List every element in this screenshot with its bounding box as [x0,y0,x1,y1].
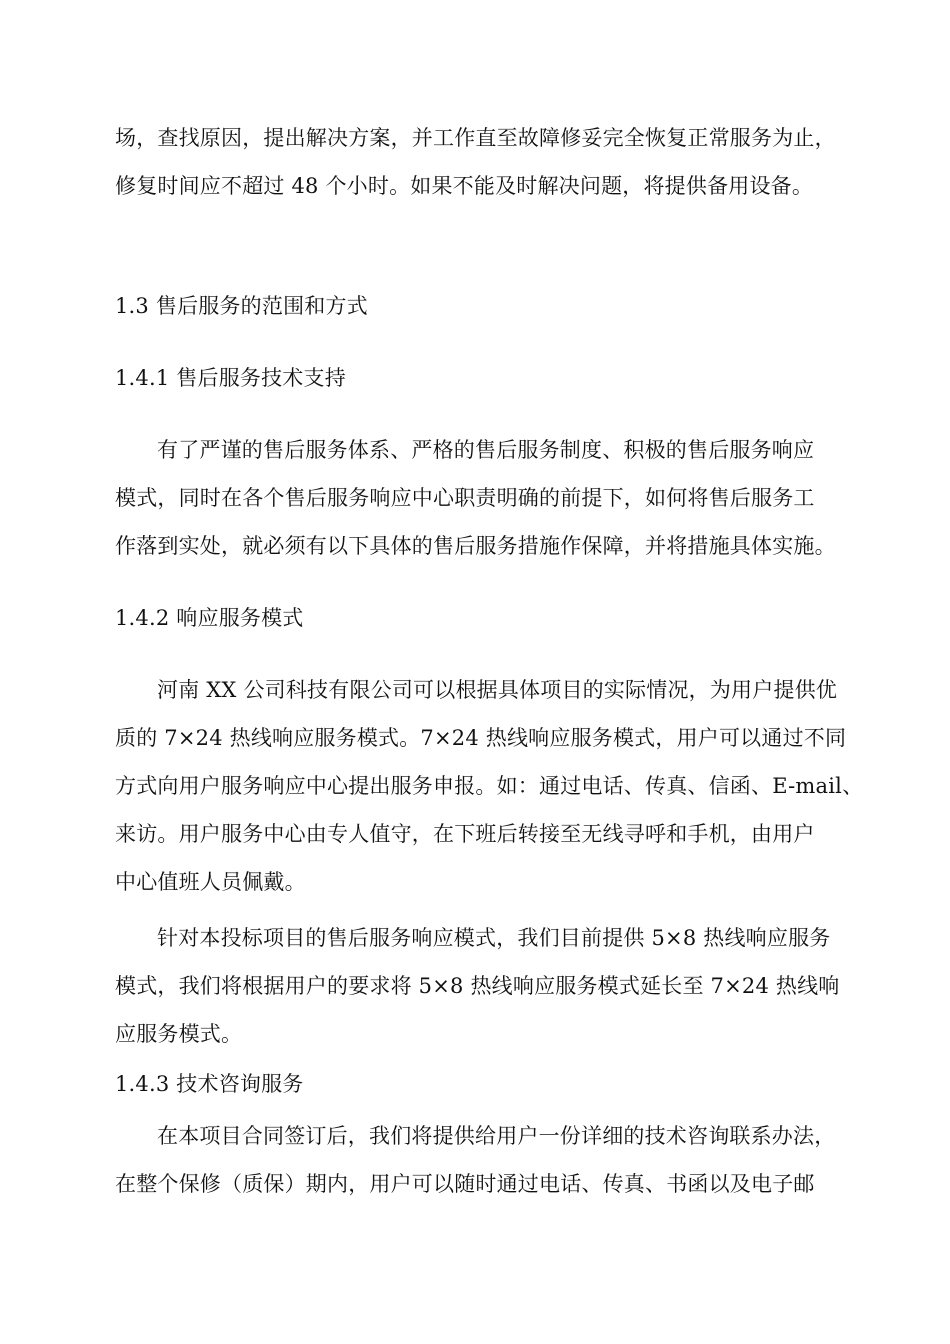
section-1-4-2-para1-line-3: 方式向用户服务响应中心提出服务申报。如：通过电话、传真、信函、E-mail、 [115,774,864,798]
section-1-4-1-line-3: 作落到实处，就必须有以下具体的售后服务措施作保障，并将措施具体实施。 [115,534,836,558]
section-1-4-3-heading: 1.4.3 技术咨询服务 [115,1072,304,1096]
section-1-4-2-para1-line-5: 中心值班人员佩戴。 [115,870,306,894]
section-1-4-2-heading: 1.4.2 响应服务模式 [115,606,304,630]
section-1-4-2-para1-line-4: 来访。用户服务中心由专人值守，在下班后转接至无线寻呼和手机，由用户 [115,822,815,846]
section-1-4-3-line-2: 在整个保修（质保）期内，用户可以随时通过电话、传真、书函以及电子邮 [115,1172,815,1196]
section-1-4-1-line-1: 有了严谨的售后服务体系、严格的售后服务制度、积极的售后服务响应 [157,438,815,462]
section-1-4-2-para2-line-3: 应服务模式。 [115,1022,243,1046]
section-1-4-1-heading: 1.4.1 售后服务技术支持 [115,366,346,390]
section-1-3-heading: 1.3 售后服务的范围和方式 [115,294,368,318]
section-1-4-2-para1-line-2: 质的 7×24 热线响应服务模式。7×24 热线响应服务模式，用户可以通过不同 [115,726,847,750]
section-1-4-2-para1-line-1: 河南 XX 公司科技有限公司可以根据具体项目的实际情况，为用户提供优 [157,678,838,702]
section-1-4-2-para2-line-1: 针对本投标项目的售后服务响应模式，我们目前提供 5×8 热线响应服务 [157,926,831,950]
section-1-4-2-para2-line-2: 模式，我们将根据用户的要求将 5×8 热线响应服务模式延长至 7×24 热线响 [115,974,840,998]
section-1-4-1-line-2: 模式，同时在各个售后服务响应中心职责明确的前提下，如何将售后服务工 [115,486,815,510]
section-1-4-3-line-1: 在本项目合同签订后，我们将提供给用户一份详细的技术咨询联系办法， [157,1124,836,1148]
intro-line-2: 修复时间应不超过 48 个小时。如果不能及时解决问题，将提供备用设备。 [115,174,814,198]
intro-line-1: 场，查找原因，提出解决方案，并工作直至故障修妥完全恢复正常服务为止， [115,126,836,150]
